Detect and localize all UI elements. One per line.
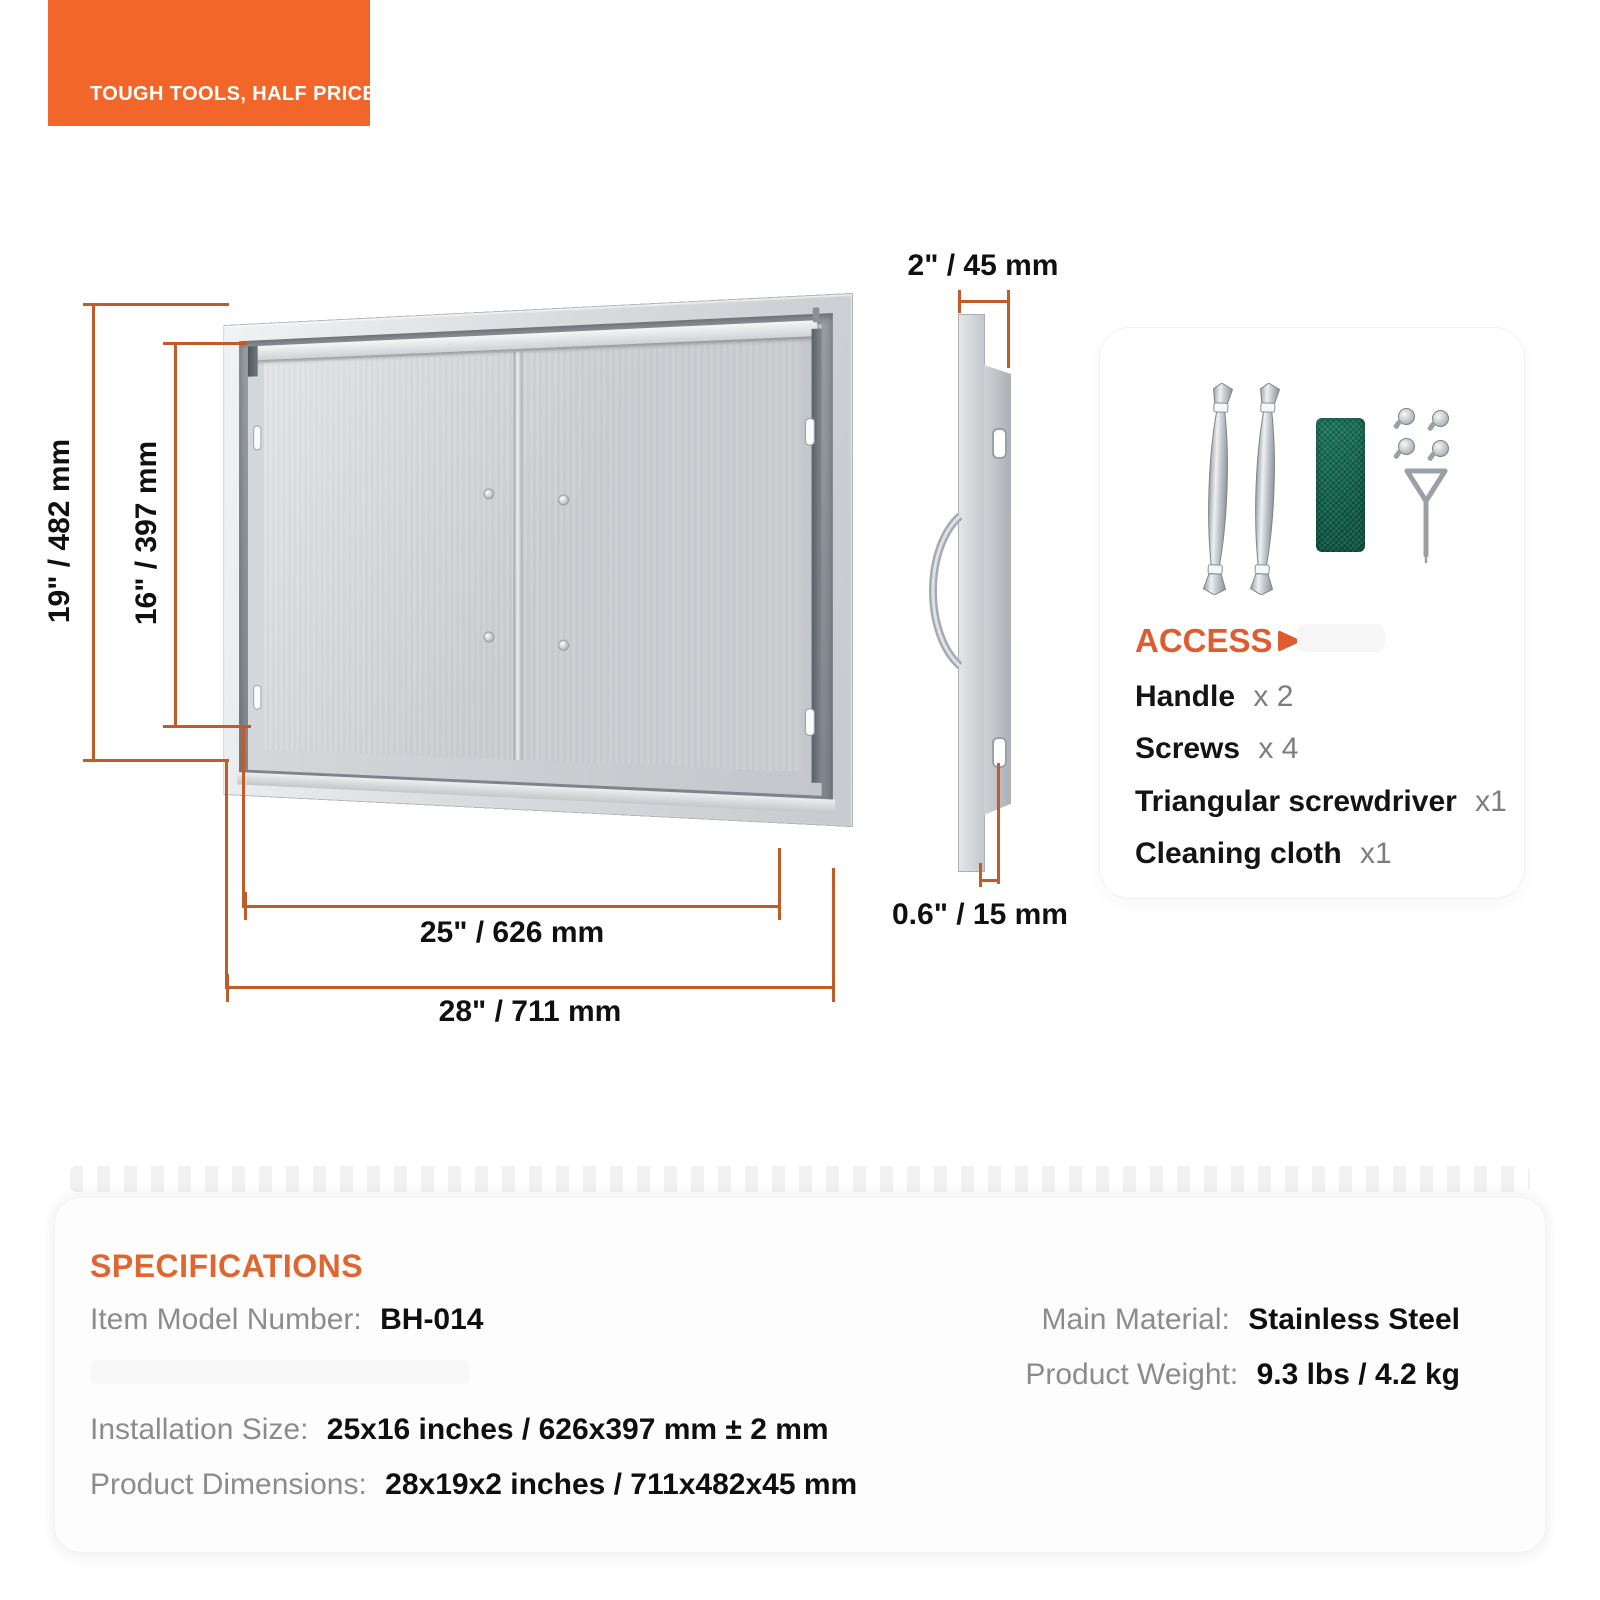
- dim-label-inner-height: 16" / 397 mm: [130, 440, 163, 626]
- rivet-icon: [558, 640, 569, 651]
- spec-value: 9.3 lbs / 4.2 kg: [1256, 1358, 1460, 1391]
- accessory-qty: x1: [1475, 785, 1507, 818]
- dimension-tick: [163, 342, 247, 345]
- accessory-list-item: [1135, 680, 1293, 714]
- spec-row-model: [90, 1303, 483, 1337]
- side-handle-icon: [914, 510, 962, 672]
- perforation-strip: [70, 1166, 1530, 1192]
- accessory-name: Cleaning cloth: [1135, 837, 1342, 870]
- mount-slot-icon: [253, 425, 261, 450]
- dimension-tick: [226, 974, 229, 1002]
- dimension-tick: [83, 303, 229, 306]
- dimension-tick: [979, 863, 982, 887]
- dimension-tick: [958, 290, 961, 313]
- dimension-tick: [832, 974, 835, 1002]
- spec-row-product-dimensions: [90, 1468, 857, 1502]
- cleaning-pad-icon: [1316, 418, 1365, 552]
- spec-row-product-weight: [1025, 1358, 1460, 1392]
- hinge-pin-icon: [813, 307, 820, 322]
- brand-logo-block: [48, 0, 377, 126]
- dim-label-inner-width: 25" / 626 mm: [419, 916, 605, 949]
- screws-icon: [1432, 410, 1449, 427]
- spec-label: Installation Size:: [90, 1413, 309, 1446]
- spec-row-main-material: [1041, 1303, 1460, 1337]
- dimension-tick: [244, 892, 247, 920]
- mount-slot-icon: [992, 428, 1007, 459]
- dimension-tick: [83, 759, 229, 762]
- accessory-name: Handle: [1135, 680, 1236, 713]
- dim-label-outer-width: 28" / 711 mm: [438, 995, 622, 1028]
- dimension-line: [92, 303, 95, 762]
- accessory-qty: x1: [1360, 837, 1392, 870]
- accessory-qty: x 2: [1253, 680, 1294, 713]
- spec-value: 25x16 inches / 626x397 mm ± 2 mm: [326, 1413, 829, 1446]
- rivet-icon: [484, 631, 495, 642]
- spec-value: 28x19x2 inches / 711x482x45 mm: [385, 1468, 858, 1501]
- mount-slot-icon: [805, 708, 815, 736]
- mount-slot-icon: [253, 685, 261, 710]
- spec-label: Item Model Number:: [90, 1303, 362, 1336]
- mount-slot-icon: [805, 418, 815, 446]
- door-front-view: [223, 293, 853, 827]
- triangular-screwdriver-icon: [1398, 463, 1454, 565]
- dimension-tick: [1007, 290, 1010, 368]
- accessory-name: Screws: [1135, 732, 1241, 765]
- spec-label: Product Dimensions:: [90, 1468, 367, 1501]
- dimension-extension: [242, 728, 245, 908]
- dim-label-outer-height: 19" / 482 mm: [43, 438, 76, 624]
- dimension-tick: [778, 892, 781, 920]
- accessory-list-item: [1135, 732, 1298, 766]
- dimension-tick: [163, 725, 251, 728]
- hinge-block-icon: [248, 346, 258, 377]
- dim-label-side-depth: 2" / 45 mm: [907, 249, 1059, 282]
- accessories-title: [1135, 622, 1302, 660]
- dimension-line: [997, 763, 1000, 884]
- screws-icon: [1398, 438, 1415, 455]
- door-side-view-front-strip: [958, 314, 985, 872]
- rivet-icon: [558, 494, 569, 505]
- door-panels: [264, 340, 802, 772]
- accessory-list-item: [1135, 785, 1507, 819]
- screws-icon: [1432, 440, 1449, 457]
- spec-value: BH-014: [380, 1303, 484, 1336]
- dimension-extension: [225, 762, 228, 989]
- accessory-list-item: [1135, 837, 1392, 871]
- specifications-title: SPECIFICATIONS: [90, 1248, 364, 1284]
- dimension-line: [226, 986, 835, 989]
- erased-text-smudge: [90, 1360, 470, 1384]
- screws-icon: [1398, 408, 1415, 425]
- accessory-name: Triangular screwdriver: [1135, 785, 1457, 818]
- accessories-title-text: ACCESS: [1135, 622, 1273, 659]
- dimension-line: [244, 905, 781, 908]
- spec-value: Stainless Steel: [1248, 1303, 1460, 1336]
- spec-label: Product Weight:: [1025, 1358, 1239, 1391]
- door-center-divider: [514, 352, 523, 760]
- dimension-line: [958, 300, 1010, 303]
- dimension-tick: [979, 879, 1000, 882]
- spec-row-installation-size: [90, 1413, 829, 1447]
- accessory-qty: x 4: [1258, 732, 1299, 765]
- dimension-line: [174, 342, 177, 728]
- brand-tagline: TOUGH TOOLS, HALF PRICE: [90, 83, 377, 105]
- spec-label: Main Material:: [1041, 1303, 1230, 1336]
- accessories-title-smudge: [1297, 624, 1385, 652]
- dim-label-side-flange: 0.6" / 15 mm: [892, 898, 1068, 931]
